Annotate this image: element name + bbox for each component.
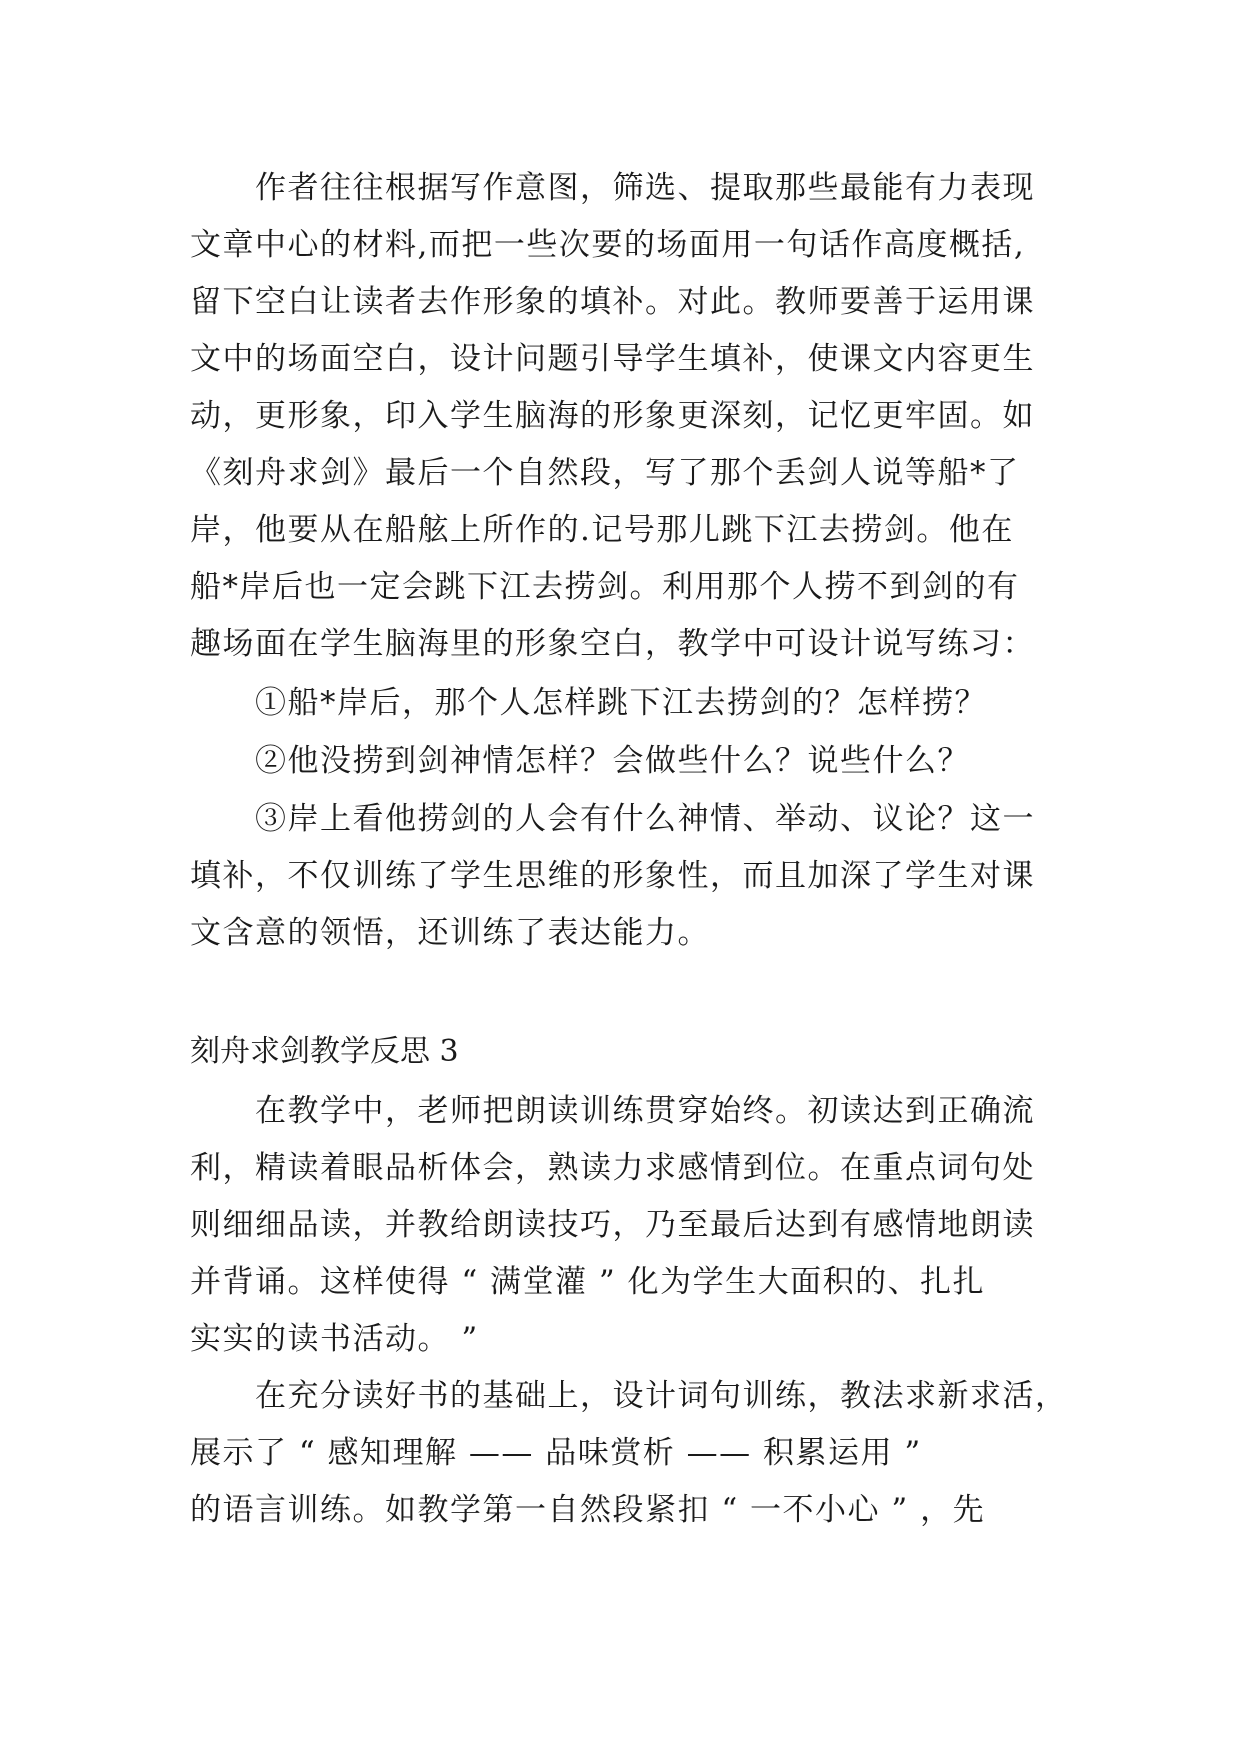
list-item-3: ③岸上看他捞剑的人会有什么神情、举动、议论？这一	[255, 801, 1035, 837]
list-item-2: ②他没捞到剑神情怎样？会做些什么？说些什么？	[255, 743, 970, 779]
paragraph-line: 作者往往根据写作意图，筛选、提取那些最能有力表现	[255, 170, 1035, 206]
paragraph-line: 在充分读好书的基础上，设计词句训练，教法求新求活，	[255, 1378, 1068, 1414]
paragraph-line: 动，更形象，印入学生脑海的形象更深刻，记忆更牢固。如	[190, 398, 1035, 434]
paragraph-line: 留下空白让读者去作形象的填补。对此。教师要善于运用课	[190, 284, 1035, 320]
paragraph-line: 岸，他要从在船舷上所作的.记号那儿跳下江去捞剑。他在	[190, 512, 1014, 548]
paragraph-line: 趣场面在学生脑海里的形象空白，教学中可设计说写练习：	[190, 626, 1035, 662]
paragraph-line: 并背诵。这样使得 “ 满堂灌 ” 化为学生大面积的、扎扎	[190, 1264, 986, 1300]
paragraph-line: 利，精读着眼品析体会，熟读力求感情到位。在重点词句处	[190, 1150, 1035, 1186]
paragraph-line: 《刻舟求剑》最后一个自然段，写了那个丢剑人说等船*了	[190, 455, 1020, 491]
paragraph-line: 文含意的领悟，还训练了表达能力。	[190, 915, 710, 951]
paragraph-line: 展示了 “ 感知理解 —— 品味赏析 —— 积累运用 ”	[190, 1435, 922, 1471]
paragraph-line: 填补，不仅训练了学生思维的形象性，而且加深了学生对课	[190, 858, 1035, 894]
paragraph-line: 在教学中，老师把朗读训练贯穿始终。初读达到正确流	[255, 1093, 1035, 1129]
paragraph-line: 的语言训练。如教学第一自然段紧扣 “ 一不小心 ” ，先	[190, 1492, 986, 1528]
paragraph-line: 文章中心的材料,而把一些次要的场面用一句话作高度概括,	[190, 227, 1026, 263]
paragraph-line: 船*岸后也一定会跳下江去捞剑。利用那个人捞不到剑的有	[190, 569, 1020, 605]
paragraph-line: 文中的场面空白，设计问题引导学生填补，使课文内容更生	[190, 341, 1035, 377]
list-item-1: ①船*岸后，那个人怎样跳下江去捞剑的？怎样捞？	[255, 685, 987, 721]
paragraph-line: 则细细品读，并教给朗读技巧，乃至最后达到有感情地朗读	[190, 1207, 1035, 1243]
paragraph-line: 实实的读书活动。 ”	[190, 1321, 479, 1357]
section-heading: 刻舟求剑教学反思 3	[190, 1034, 459, 1069]
